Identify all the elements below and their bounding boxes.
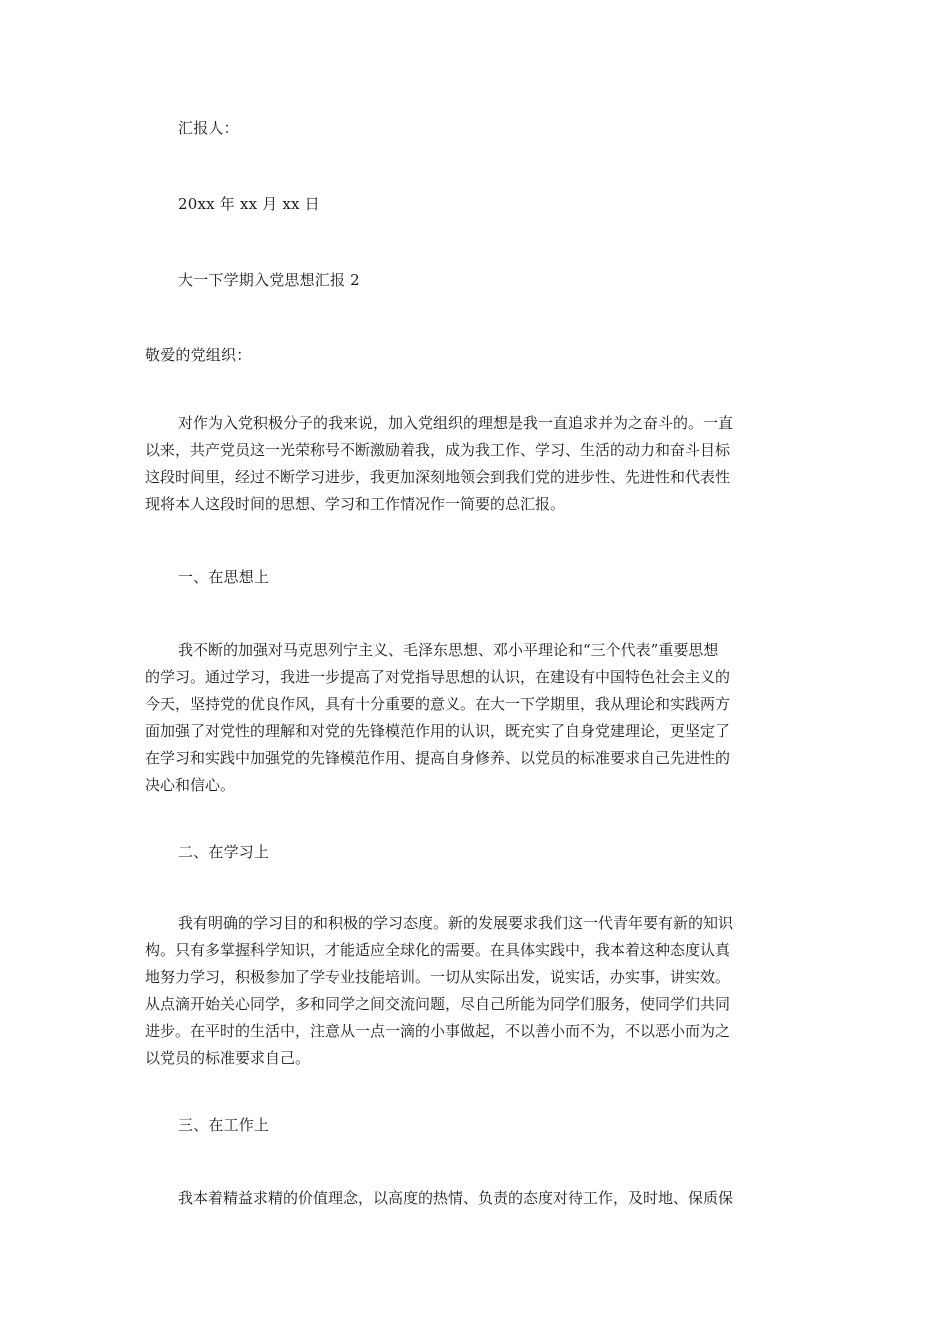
reporter-label: 汇报人：	[178, 119, 239, 137]
paragraph-line: 我本着精益求精的价值理念，以高度的热情、负责的态度对待工作，及时地、保质保	[178, 1189, 734, 1207]
report-title: 大一下学期入党思想汇报 2	[178, 271, 360, 289]
salutation: 敬爱的党组织：	[145, 346, 252, 364]
paragraph-line: 这段时间里，经过不断学习进步，我更加深刻地领会到我们党的进步性、先进性和代表性	[145, 468, 731, 486]
section2-heading: 二、在学习上	[178, 843, 270, 861]
paragraph-line: 今天，坚持党的优良作风，具有十分重要的意义。在大一下学期里，我从理论和实践两方	[145, 695, 731, 713]
paragraph-line: 我不断的加强对马克思列宁主义、毛泽东思想、邓小平理论和“三个代表”重要思想	[178, 641, 719, 659]
section1-heading: 一、在思想上	[178, 568, 270, 586]
paragraph-line: 面加强了对党性的理解和对党的先锋模范作用的认识，既充实了自身党建理论，更坚定了	[145, 722, 731, 740]
paragraph-line: 从点滴开始关心同学，多和同学之间交流问题，尽自己所能为同学们服务，使同学们共同	[145, 995, 731, 1013]
paragraph-line: 我有明确的学习目的和积极的学习态度。新的发展要求我们这一代青年要有新的知识	[178, 914, 734, 932]
paragraph-line: 在学习和实践中加强党的先锋模范作用、提高自身修养、以党员的标准要求自己先进性的	[145, 749, 731, 767]
paragraph-line: 地努力学习，积极参加了学专业技能培训。一切从实际出发，说实话，办实事，讲实效。	[145, 968, 731, 986]
paragraph-line: 现将本人这段时间的思想、学习和工作情况作一简要的总汇报。	[145, 495, 566, 513]
paragraph-line: 以党员的标准要求自己。	[145, 1049, 311, 1067]
section3-heading: 三、在工作上	[178, 1116, 270, 1134]
paragraph-line: 决心和信心。	[145, 776, 236, 794]
section2-paragraph	[145, 910, 810, 1072]
intro-paragraph	[145, 410, 810, 518]
section3-paragraph	[145, 1185, 810, 1212]
paragraph-line: 进步。在平时的生活中，注意从一点一滴的小事做起，不以善小而不为，不以恶小而为之	[145, 1022, 731, 1040]
report-date: 20xx 年 xx 月 xx 日	[178, 195, 320, 213]
section1-paragraph	[145, 637, 810, 799]
paragraph-line: 的学习。通过学习，我进一步提高了对党指导思想的认识，在建设有中国特色社会主义的	[145, 668, 731, 686]
paragraph-line: 以来，共产党员这一光荣称号不断激励着我，成为我工作、学习、生活的动力和奋斗目标	[145, 441, 731, 459]
paragraph-line: 对作为入党积极分子的我来说，加入党组织的理想是我一直追求并为之奋斗的。一直	[178, 414, 734, 432]
paragraph-line: 构。只有多掌握科学知识，才能适应全球化的需要。在具体实践中，我本着这种态度认真	[145, 941, 731, 959]
